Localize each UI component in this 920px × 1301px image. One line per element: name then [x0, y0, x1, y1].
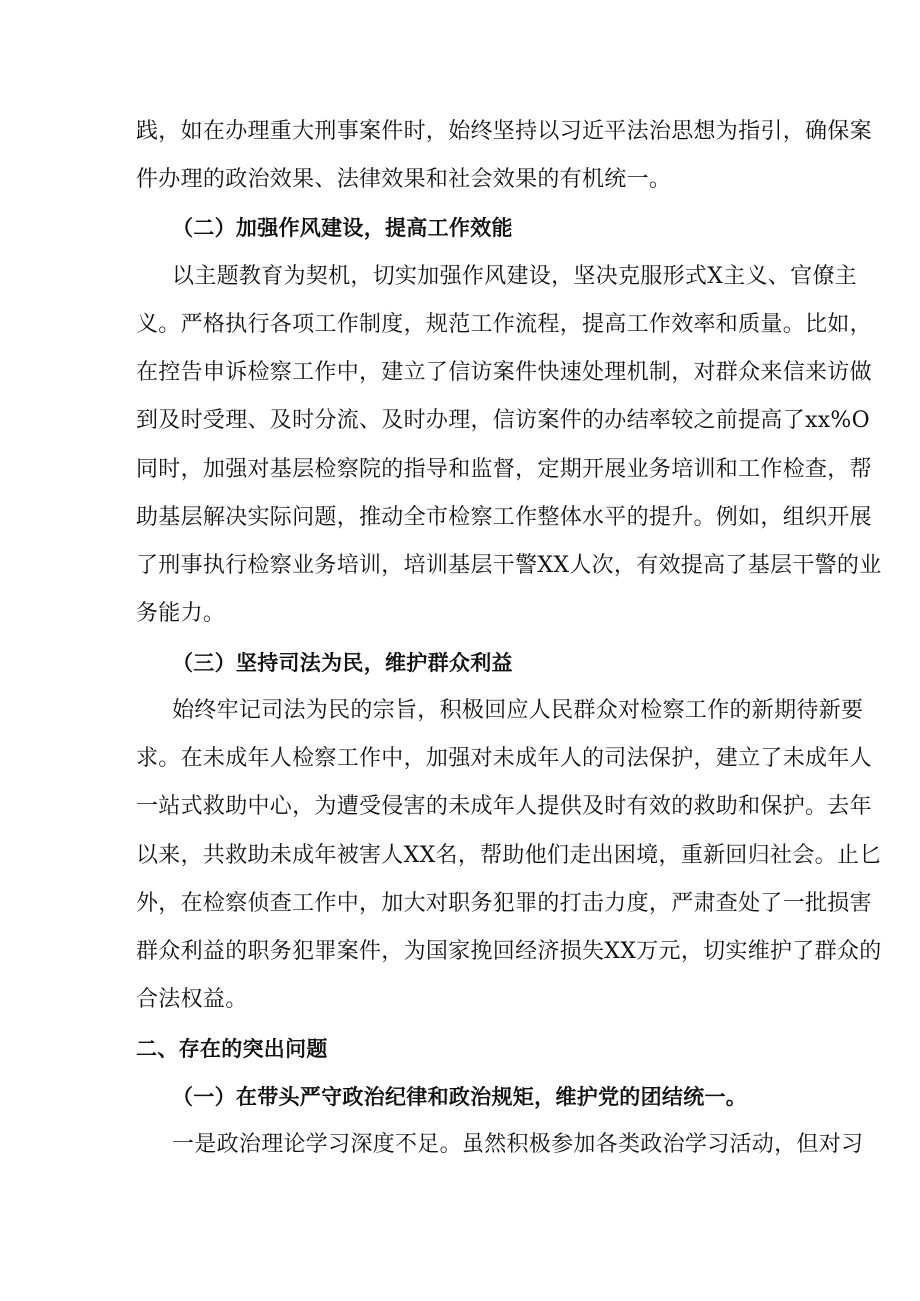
- body-text-line: 一站式救助中心，为遭受侵害的未成年人提供及时有效的救助和保护。去年: [136, 794, 872, 819]
- body-text-line: 践，如在办理重大刑事案件时，始终坚持以习近平法治思想为指引，确保案: [136, 119, 872, 144]
- body-text-line: 到及时受理、及时分流、及时办理，信访案件的办结率较之前提高了xx%O: [136, 408, 870, 433]
- body-text-line: 始终牢记司法为民的宗旨，积极回应人民群众对检察工作的新期待新要: [172, 698, 864, 723]
- section-heading: （二）加强作风建设，提高工作效能: [172, 216, 513, 240]
- body-text-line: 务能力。: [136, 601, 226, 626]
- body-text-line: 助基层解决实际问题，推动全市检察工作整体水平的提升。例如，组织开展: [136, 505, 872, 530]
- body-text-line: 外，在检察侦查工作中，加大对职务犯罪的打击力度，严肃查处了一批损害: [136, 891, 872, 916]
- body-text-line: 群众利益的职务犯罪案件，为国家挽回经济损失XX万元，切实维护了群众的: [136, 939, 882, 964]
- body-text-line: 以来，共救助未成年被害人XX名，帮助他们走出困境，重新回归社会。止匕: [136, 843, 882, 868]
- body-text-line: 义。严格执行各项工作制度，规范工作流程，提高工作效率和质量。比如，: [136, 312, 872, 337]
- chapter-heading: 二、存在的突出问题: [136, 1037, 328, 1061]
- body-text-line: 同时，加强对基层检察院的指导和监督，定期开展业务培训和工作检查，帮: [136, 457, 872, 482]
- body-text-line: 件办理的政治效果、法律效果和社会效果的有机统一。: [136, 167, 672, 192]
- body-text-line: 在控告申诉检察工作中，建立了信访案件快速处理机制，对群众来信来访做: [136, 360, 872, 385]
- body-text-line: 了刑事执行检察业务培训，培训基层干警XX人次，有效提高了基层干警的业: [136, 553, 882, 578]
- body-text-line: 求。在未成年人检察工作中，加强对未成年人的司法保护，建立了未成年人: [136, 746, 872, 771]
- body-text-line: 合法权益。: [136, 987, 248, 1012]
- body-text-line: 以主题教育为契机，切实加强作风建设，坚决克服形式X主义、官僚主: [172, 264, 857, 289]
- section-heading: （三）坚持司法为民，维护群众利益: [172, 651, 513, 675]
- section-heading: （一）在带头严守政治纪律和政治规矩，维护党的团结统一。: [172, 1085, 748, 1109]
- body-text-line: 一是政治理论学习深度不足。虽然积极参加各类政治学习活动，但对习: [172, 1132, 864, 1157]
